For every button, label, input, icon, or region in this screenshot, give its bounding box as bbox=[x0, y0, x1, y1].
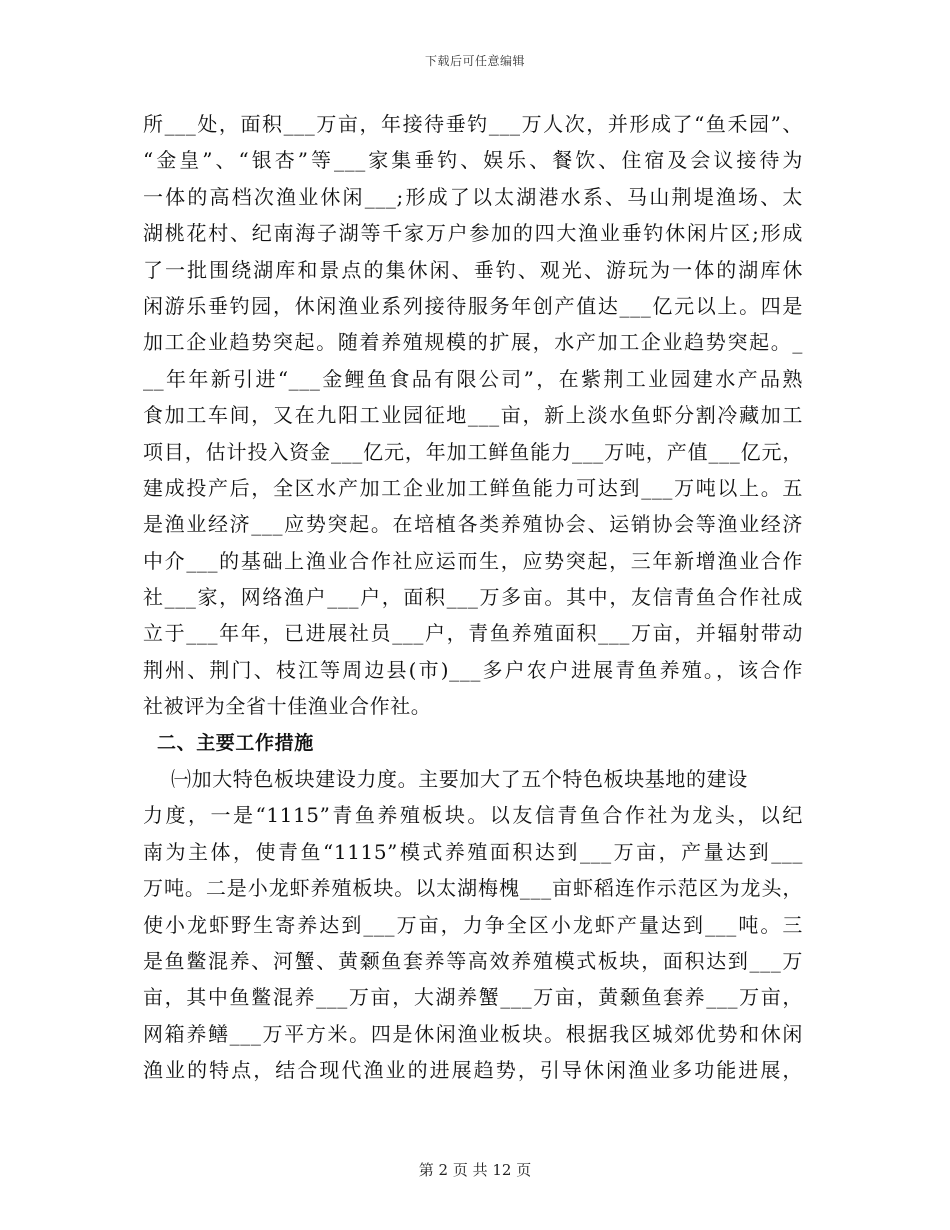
body-line: 万吨。二是小龙虾养殖板块。以太湖梅槐___亩虾稻连作示范区为龙头， bbox=[143, 876, 803, 901]
body-line: 是渔业经济___应势突起。在培植各类养殖协会、运销协会等渔业经济 bbox=[143, 512, 803, 537]
body-line: 力度，一是“1115”青鱼养殖板块。以友信青鱼合作社为龙头，以纪 bbox=[143, 803, 803, 828]
body-line: 加工企业趋势突起。随着养殖规模的扩展，水产加工企业趋势突起。_ bbox=[143, 330, 803, 355]
body-line: __年年新引进“___金鲤鱼食品有限公司”，在紫荆工业园建水产品熟 bbox=[143, 366, 803, 391]
section-heading: 二、主要工作措施 bbox=[157, 731, 314, 754]
body-line: 项目，估计投入资金___亿元，年加工鲜鱼能力___万吨，产值___亿元， bbox=[143, 439, 803, 464]
body-line: 南为主体，使青鱼“1115”模式养殖面积达到___万亩，产量达到___ bbox=[143, 839, 803, 864]
body-line: 一体的高档次渔业休闲___;形成了以太湖港水系、马山荆堤渔场、太 bbox=[143, 184, 803, 209]
body-line: 建成投产后，全区水产加工企业加工鲜鱼能力可达到___万吨以上。五 bbox=[143, 475, 803, 500]
body-line: 是鱼鳖混养、河蟹、黄颡鱼套养等高效养殖模式板块，面积达到___万 bbox=[143, 948, 803, 973]
body-line: 中介___的基础上渔业合作社应运而生，应势突起，三年新增渔业合作 bbox=[143, 548, 803, 573]
body-line: 了一批围绕湖库和景点的集休闲、垂钓、观光、游玩为一体的湖库休 bbox=[143, 257, 803, 282]
body-line: 网箱养鳝___万平方米。四是休闲渔业板块。根据我区城郊优势和休闲 bbox=[143, 1021, 803, 1046]
body-line: 闲游乐垂钓园，休闲渔业系列接待服务年创产值达___亿元以上。四是 bbox=[143, 293, 803, 318]
body-line: 荆州、荆门、枝江等周边县(市)___多户农户进展青鱼养殖。，该合作 bbox=[143, 657, 803, 682]
body-line: ㈠加大特色板块建设力度。主要加大了五个特色板块基地的建设 bbox=[171, 767, 748, 792]
page-footer: 第 2 页 共 12 页 bbox=[418, 1161, 532, 1179]
body-line: 立于___年年，已进展社员___户，青鱼养殖面积___万亩，并辐射带动 bbox=[143, 621, 803, 646]
body-line: 湖桃花村、纪南海子湖等千家万户参加的四大渔业垂钓休闲片区;形成 bbox=[143, 221, 803, 246]
body-line: 所___处，面积___万亩，年接待垂钓___万人次，并形成了“鱼禾园”、 bbox=[143, 112, 803, 136]
body-line: 社被评为全省十佳渔业合作社。 bbox=[143, 694, 432, 719]
body-line: 亩，其中鱼鳖混养___万亩，大湖养蟹___万亩，黄颡鱼套养___万亩， bbox=[143, 985, 803, 1010]
document-body bbox=[143, 106, 803, 1089]
body-line: 使小龙虾野生寄养达到___万亩，力争全区小龙虾产量达到___吨。三 bbox=[143, 912, 803, 937]
page-header: 下载后可任意编辑 bbox=[424, 54, 525, 68]
body-line: 社___家，网络渔户___户，面积___万多亩。其中，友信青鱼合作社成 bbox=[143, 585, 803, 610]
body-line: 食加工车间，又在九阳工业园征地___亩，新上淡水鱼虾分割冷藏加工 bbox=[143, 403, 803, 428]
body-line: “金皇”、“银杏”等___家集垂钓、娱乐、餐饮、住宿及会议接待为 bbox=[143, 148, 803, 173]
body-line: 渔业的特点，结合现代渔业的进展趋势，引导休闲渔业多功能进展， bbox=[143, 1058, 803, 1083]
